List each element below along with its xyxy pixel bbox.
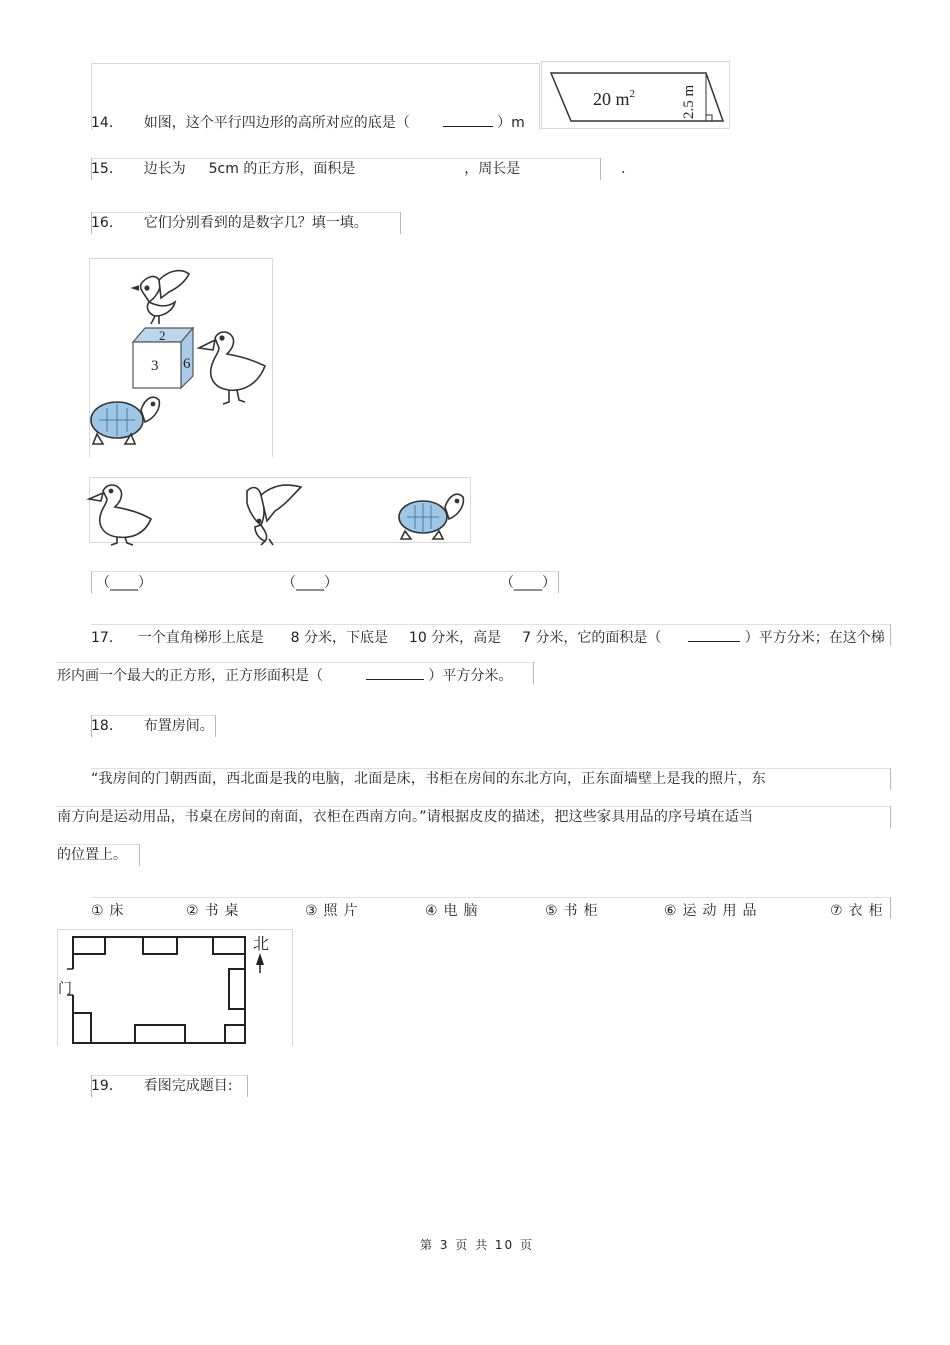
- q18-para-right-1: [890, 768, 891, 790]
- north-label: 北: [253, 934, 270, 953]
- page-footer: 第 3 页 共 10 页: [420, 1238, 534, 1252]
- parallelogram-height-label: 2.5 m: [681, 84, 697, 119]
- q17-top-rule: [91, 624, 891, 625]
- slot-southeast: [225, 1025, 245, 1043]
- q14-line: [91, 112, 525, 132]
- q18-options-right: [890, 897, 891, 919]
- q18-para-rule-1: [91, 768, 891, 769]
- q18-number: 18．: [91, 718, 123, 734]
- q18-para-rule-3: [57, 844, 140, 845]
- q18-right-rule: [215, 715, 216, 737]
- door-label: 门: [58, 981, 72, 997]
- bird-viewer-icon: [247, 485, 301, 545]
- q19-text: 看图完成题目:: [143, 1078, 233, 1094]
- q19-line: [91, 1077, 232, 1095]
- q16-line: [91, 214, 368, 232]
- duck-viewer-icon: [89, 485, 151, 545]
- q16-right-rule: [400, 212, 401, 234]
- q15-value: 5cm: [208, 161, 239, 177]
- slot-north: [143, 937, 177, 954]
- slot-south: [135, 1025, 185, 1043]
- q15-part1: 边长为: [143, 161, 186, 177]
- option-bookcase: ⑤书柜: [545, 903, 604, 919]
- q17-line1-end: ）平方分米；在这个梯: [744, 630, 885, 646]
- q18-title: 布置房间。: [143, 718, 214, 734]
- q18-para-line3: 的位置上。: [57, 847, 127, 863]
- q16-answers-right-rule: [558, 571, 559, 593]
- q15-part2: 的正方形，面积是: [243, 161, 356, 177]
- slot-northwest: [73, 937, 105, 954]
- q16-number: 16．: [91, 215, 123, 231]
- turtle-icon: [91, 397, 159, 444]
- q17-area-text: 7 分米，它的面积是（: [522, 630, 662, 646]
- q18-top-rule: [91, 715, 216, 716]
- q15-line: [91, 160, 626, 178]
- parallelogram-area-label: 20 $m^2$: [593, 88, 636, 109]
- q18-para-right-3: [139, 844, 140, 866]
- q16-answer-turtle[interactable]: （____）: [500, 575, 556, 591]
- cube-top-number: 2: [159, 328, 166, 343]
- option-photo: ③照片: [305, 903, 364, 919]
- right-angle-mark: [706, 115, 712, 121]
- q15-end: .: [621, 161, 626, 177]
- q18-line: [91, 717, 214, 735]
- parallelogram-shape: [551, 73, 723, 121]
- room-map: [57, 929, 297, 1049]
- q17-area-blank[interactable]: [688, 627, 740, 642]
- q17-line1: [91, 627, 885, 647]
- q18-para-rule-2: [57, 806, 891, 807]
- duck-icon: [199, 332, 265, 404]
- slot-northeast: [213, 937, 245, 954]
- turtle-viewer-icon: [399, 494, 463, 539]
- q19-top-rule: [91, 1075, 248, 1076]
- option-wardrobe: ⑦衣柜: [830, 903, 889, 919]
- q18-para-right-2: [890, 806, 891, 828]
- q14-answer-blank[interactable]: [443, 112, 493, 127]
- q15-top-rule: [91, 158, 601, 159]
- option-computer: ④电脑: [425, 903, 484, 919]
- parallelogram-figure: [541, 61, 731, 131]
- q16-answers-left-rule: [91, 571, 92, 593]
- q17-upper-base: 一个直角梯形上底是: [137, 630, 264, 646]
- q17-height: 10 分米，高是: [408, 630, 502, 646]
- q16-answer-duck[interactable]: （____）: [96, 575, 152, 591]
- q17-lower-base: 8 分米，下底是: [290, 630, 388, 646]
- q14-close: ）m: [497, 115, 525, 131]
- q16-top-rule: [91, 212, 401, 213]
- q15-number: 15．: [91, 161, 123, 177]
- q14-text: 如图，这个平行四边形的高所对应的底是（: [143, 115, 410, 131]
- q17-line2-right-rule: [533, 662, 534, 684]
- bird-icon: [133, 271, 189, 324]
- q18-para-line1: “我房间的门朝西面，西北面是我的电脑，北面是床，书柜在房间的东北方向，正东面墙壁上是我的照片，东: [91, 771, 766, 787]
- q18-options-rule: [91, 897, 891, 898]
- q16-answers-top-rule: [91, 571, 559, 572]
- slot-southwest: [73, 1013, 91, 1043]
- viewer-strip: [89, 477, 474, 547]
- option-bed: ①床: [91, 903, 130, 919]
- slot-east: [229, 969, 245, 1009]
- q16-text: 它们分别看到的是数字几？填一填。: [143, 215, 368, 231]
- q17-number: 17．: [91, 630, 123, 646]
- option-desk: ②书桌: [186, 903, 245, 919]
- q17-line2-a: 形内画一个最大的正方形，正方形面积是（: [57, 668, 323, 684]
- option-sports-gear: ⑥运动用品: [664, 903, 763, 919]
- q18-para-line2: 南方向是运动用品，书桌在房间的南面，衣柜在西南方向。”请根据皮皮的描述，把这些家具用品的序号填在适当: [57, 809, 754, 825]
- q17-right-rule: [890, 624, 891, 646]
- q19-number: 19．: [91, 1078, 123, 1094]
- cube-side-number: 6: [183, 356, 191, 372]
- cube-front-number: 3: [151, 358, 159, 374]
- q15-part3: ，周长是: [464, 161, 521, 177]
- q16-answer-bird[interactable]: （____）: [282, 575, 338, 591]
- north-arrow-icon: [256, 953, 264, 965]
- q14-number: 14．: [91, 115, 123, 131]
- q17-line2-b: ）平方分米。: [428, 668, 513, 684]
- q17-line2-rule: [57, 662, 534, 663]
- cube-scene: [89, 258, 274, 458]
- q19-right-rule: [247, 1075, 248, 1097]
- q17-line2: [57, 665, 512, 685]
- q17-square-blank[interactable]: [366, 665, 424, 680]
